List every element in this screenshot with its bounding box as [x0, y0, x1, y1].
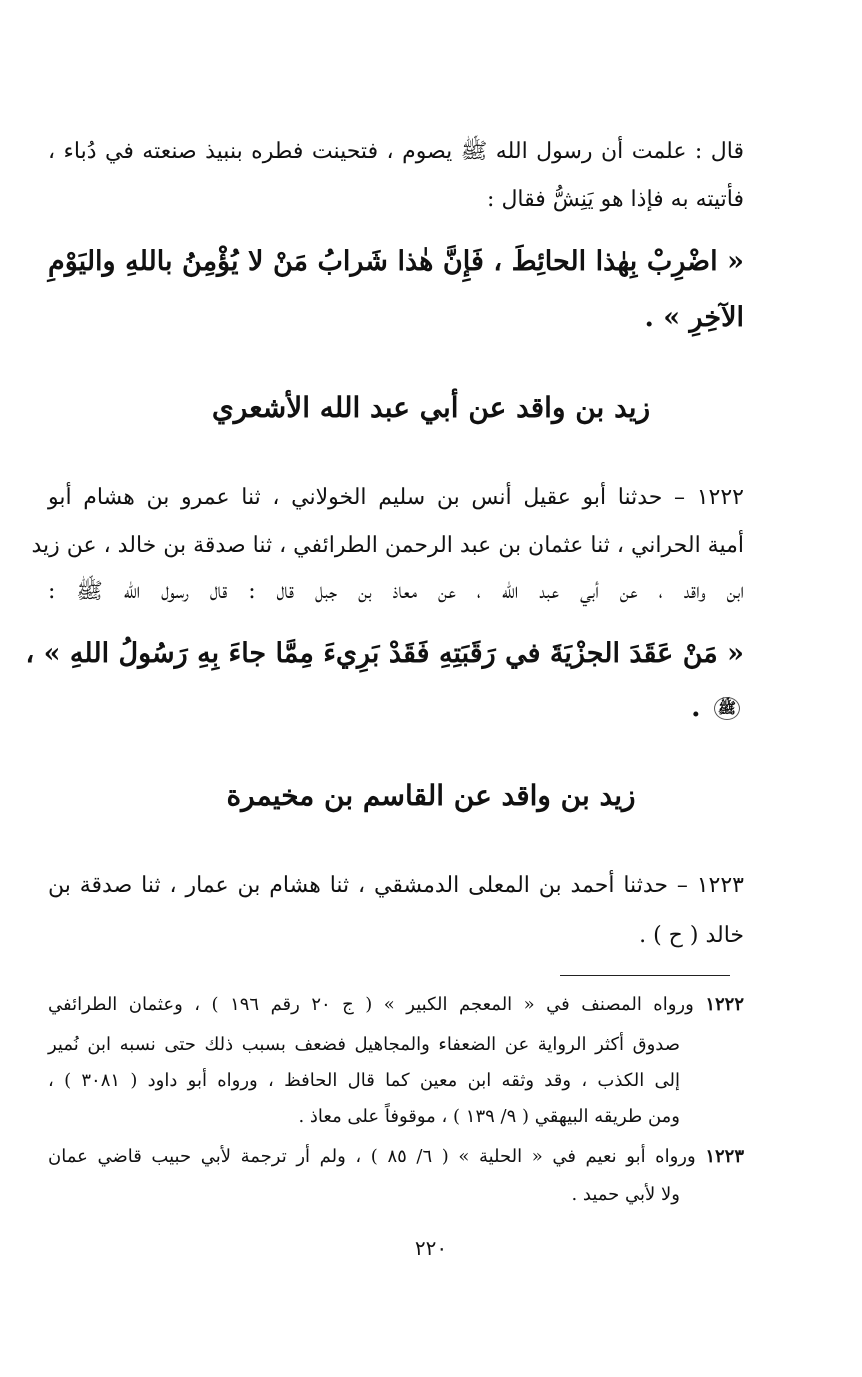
text-line: فأتيته به فإذا هو يَنِشُّ فقال :	[487, 187, 744, 212]
hadith-end-punct: .	[691, 692, 701, 723]
footnote-text: ورواه المصنف في « المعجم الكبير » ( ج ٢٠ رقم ١٩٦ ) ، وعثمان الطرائفي	[48, 994, 694, 1015]
footnote-number: ١٢٢٢	[705, 994, 744, 1015]
footnote-number: ١٢٢٣	[705, 1146, 744, 1167]
footnote-line: ولا لأبي حميد .	[571, 1184, 680, 1205]
footnote-line	[48, 1144, 744, 1170]
footnote-separator	[560, 975, 730, 976]
footnote-text: ورواه أبو نعيم في « الحلية » ( ٦/ ٨٥ ) ، ولم أر ترجمة لأبي حبيب قاضي عمان	[48, 1146, 696, 1167]
hadith-chain-line: خالد ( ح ) .	[639, 923, 744, 948]
hadith-text: « مَنْ عَقَدَ الجزْيَةَ في رَقَبَتِهِ فَقَدْ بَرِيءَ مِمَّا جاءَ بِهِ رَسُولُ اللهِ » ،	[25, 638, 744, 669]
hadith-chain-line: أمية الحراني ، ثنا عثمان بن عبد الرحمن الطرائفي ، ثنا صدقة بن خالد ، عن زيد	[31, 533, 744, 558]
hadith-chain-line: ١٢٢٣ – حدثنا أحمد بن المعلى الدمشقي ، ثنا هشام بن عمار ، ثنا صدقة بن	[48, 873, 744, 898]
section-heading: زيد بن واقد عن أبي عبد الله الأشعري	[211, 391, 651, 424]
hadith-chain-line: ابن واقد ، عن أبي عبد الله ، عن معاذ بن جبل قال : قال رسول الله ﷺ :	[48, 579, 744, 604]
footnote-line: ومن طريقه البيهقي ( ٩/ ١٣٩ ) ، موقوفاً على معاذ .	[298, 1106, 680, 1127]
footnote-line	[48, 992, 744, 1018]
section-heading: زيد بن واقد عن القاسم بن مخيمرة	[226, 779, 636, 812]
text-line: قال : علمت أن رسول الله ﷺ يصوم ، فتحينت فطره بنبيذ صنعته في دُباء ،	[48, 139, 744, 164]
footnote-line: صدوق أكثر الرواية عن الضعفاء والمجاهيل فضعف بسبب ذلك حتى نسبه ابن نُمير	[48, 1034, 680, 1055]
page-number: ٢٢٠	[414, 1236, 448, 1260]
hadith-text: « اضْرِبْ بِهٰذا الحائِطَ ، فَإِنَّ هٰذا شَرابُ مَنْ لا يُؤْمِنُ باللهِ واليَوْمِ	[48, 246, 744, 277]
hadith-text-end	[48, 690, 744, 726]
footnote-line: إلى الكذب ، وقد وثقه ابن معين كما قال الحافظ ، ورواه أبو داود ( ٣٠٨١ ) ،	[48, 1070, 680, 1091]
hadith-text: الآخِرِ » .	[644, 302, 744, 333]
salutation-mark: ﷺ	[714, 697, 740, 720]
hadith-chain-line: ١٢٢٢ – حدثنا أبو عقيل أنس بن سليم الخولاني ، ثنا عمرو بن هشام أبو	[48, 485, 744, 510]
